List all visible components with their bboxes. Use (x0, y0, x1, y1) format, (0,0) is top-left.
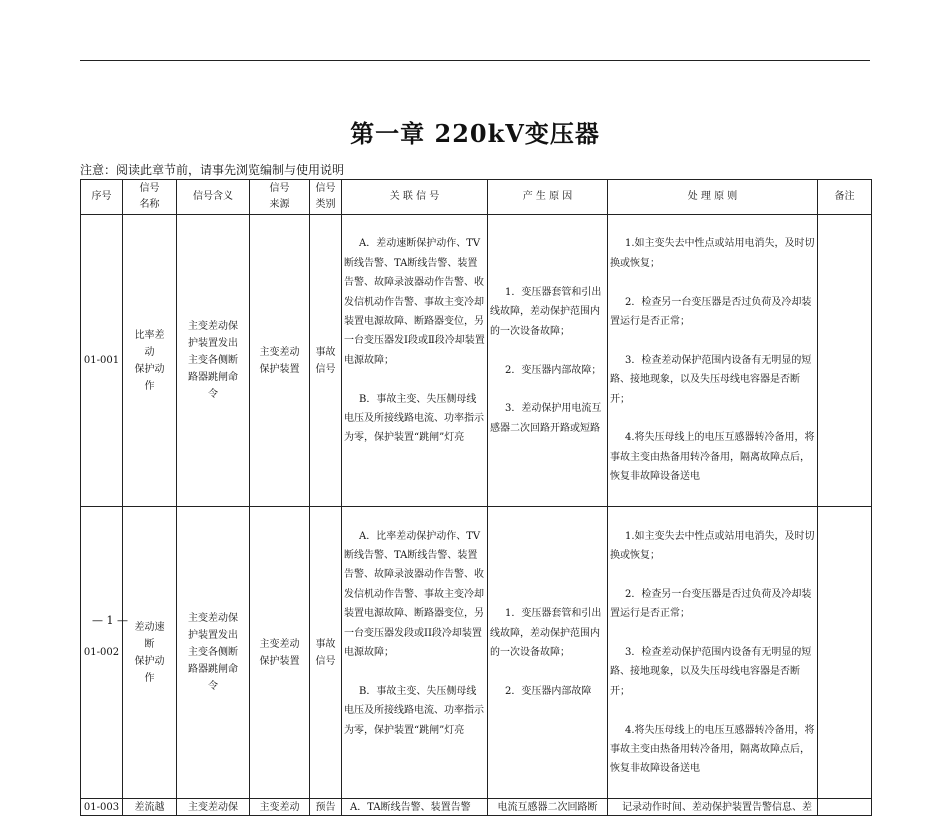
cell-signal-name: 比率差 动 保护动 作 (123, 215, 177, 507)
principle-item: 4.将失压母线上的电压互感器转冷备用，将事故主变由热备用转冷备用，隔离故障点后，恢复非故障设备送电 (610, 432, 815, 483)
principle-item: 2．检查另一台变压器是否过负荷及冷却装置运行是否正常； (610, 588, 812, 620)
cell-related (342, 215, 488, 507)
reading-note: 注意：阅读此章节前，请事先浏览编制与使用说明 (80, 163, 345, 177)
header-category: 信号 类别 (310, 180, 342, 215)
cause-item: 1．变压器套管和引出线故障，差动保护范围内的一次设备故障； (490, 286, 602, 337)
cell-principle: 记录动作时间、差动保护装置告警信息、差 (608, 799, 818, 816)
cell-meaning: 主变差动保 (177, 799, 250, 816)
cause-item: 3．差动保护用电流互感器二次回路开路或短路 (490, 403, 602, 434)
principle-item: 1.如主变失去中性点或站用电消失，及时切换或恢复； (610, 530, 815, 561)
signal-table (80, 179, 872, 816)
cell-related: A．TA断线告警、装置告警 (342, 799, 488, 816)
cell-source: 主变差动 保护装置 (250, 215, 310, 507)
principle-item: 1.如主变失去中性点或站用电消失，及时切换或恢复； (610, 238, 815, 269)
table-row (81, 507, 872, 799)
cell-seq: 01-003 (81, 799, 123, 816)
header-rule (80, 60, 870, 61)
related-item: B．事故主变、失压侧母线电压及所接线路电流、功率指示为零，保护装置“跳闸”灯亮 (344, 393, 484, 444)
cell-category: 事故 信号 (310, 215, 342, 507)
header-principle: 处 理 原 则 (608, 180, 818, 215)
header-meaning: 信号含义 (177, 180, 250, 215)
cell-meaning: 主变差动保 护装置发出 主变各侧断 路器跳闸命 令 (177, 215, 250, 507)
cell-cause: 电流互感器二次回路断 (488, 799, 608, 816)
cell-signal-name: 差流越 (123, 799, 177, 816)
header-remark: 备注 (818, 180, 872, 215)
cell-cause (488, 215, 608, 507)
related-item: A．差动速断保护动作、TV断线告警、TA断线告警、装置告警、故障录波器动作告警、收发信机动作告警、事故主变冷却装置电源故障、断路器变位，另一台变压器发Ⅰ段或Ⅱ段冷却装置电源故障； (344, 238, 485, 366)
cell-principle (608, 215, 818, 507)
related-item: B．事故主变、失压侧母线电压及所接线路电流、功率指示为零，保护装置“跳闸”灯亮 (344, 685, 484, 736)
cell-cause (488, 507, 608, 799)
cell-signal-name: 差动速 断 保护动 作 (123, 507, 177, 799)
cause-item: 2．变压器内部故障； (505, 364, 602, 376)
principle-item: 3．检查差动保护范围内设备有无明显的短路、接地现象，以及失压母线电容器是否断开； (610, 646, 812, 697)
cell-related (342, 507, 488, 799)
header-source: 信号 来源 (250, 180, 310, 215)
related-item: A．比率差动保护动作、TV断线告警、TA断线告警、装置告警、故障录波器动作告警、收发信机动作告警、事故主变冷却装置电源故障、断路器变位，另一台变压器发段或II段冷却装置电源故障； (344, 530, 484, 658)
principle-item: 3．检查差动保护范围内设备有无明显的短路、接地现象，以及失压母线电容器是否断开； (610, 354, 812, 405)
header-seq: 序号 (81, 180, 123, 215)
cell-source: 主变差动 保护装置 (250, 507, 310, 799)
table-header-row (81, 180, 872, 215)
chapter-title: 第一章 220kV变压器 (350, 119, 600, 148)
cell-category: 预告 (310, 799, 342, 816)
cause-item: 2．变压器内部故障 (505, 685, 592, 697)
cell-meaning: 主变差动保 护装置发出 主变各侧断 路器跳闸命 令 (177, 507, 250, 799)
header-related: 关 联 信 号 (342, 180, 488, 215)
table-row (81, 215, 872, 507)
header-signal-name: 信号 名称 (123, 180, 177, 215)
principle-item: 2．检查另一台变压器是否过负荷及冷却装置运行是否正常； (610, 296, 812, 328)
cell-seq: 01-002 (81, 507, 123, 799)
cell-seq: 01-001 (81, 215, 123, 507)
cell-category: 事故 信号 (310, 507, 342, 799)
cause-item: 1．变压器套管和引出线故障，差动保护范围内的一次设备故障； (490, 608, 602, 658)
cell-source: 主变差动 (250, 799, 310, 816)
page-number: — 1 — (92, 614, 128, 627)
header-cause: 产 生 原 因 (488, 180, 608, 215)
principle-item: 4.将失压母线上的电压互感器转冷备用，将事故主变由热备用转冷备用，隔离故障点后，恢复非故障设备送电 (610, 724, 815, 775)
table-row (81, 799, 872, 816)
cell-remark (818, 507, 872, 799)
cell-remark (818, 215, 872, 507)
cell-principle (608, 507, 818, 799)
cell-remark (818, 799, 872, 816)
